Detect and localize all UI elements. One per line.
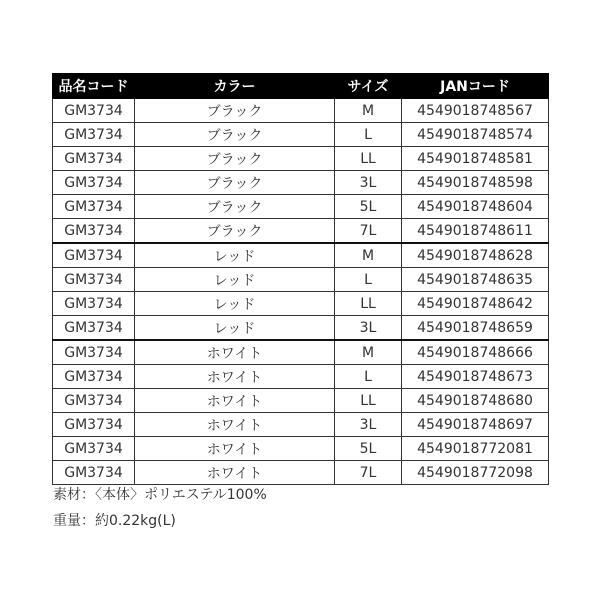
cell-size: M [335,99,402,123]
table-row [53,316,549,341]
cell-product-code: GM3734 [53,437,135,461]
cell-color: レッド [135,292,335,316]
table-body [53,99,549,485]
cell-size: 7L [335,219,402,244]
cell-color: ブラック [135,99,335,123]
table-header-row [53,74,549,99]
cell-color: ブラック [135,147,335,171]
weight-note: 重量：約0.22kg(L) [53,513,176,529]
cell-product-code: GM3734 [53,99,135,123]
header-color: カラー [135,74,335,99]
table-row [53,147,549,171]
cell-jan-code: 4549018748673 [402,365,549,389]
cell-color: ブラック [135,171,335,195]
cell-jan-code: 4549018748604 [402,195,549,219]
cell-color: ホワイト [135,413,335,437]
cell-product-code: GM3734 [53,292,135,316]
cell-product-code: GM3734 [53,195,135,219]
cell-color: レッド [135,243,335,268]
cell-product-code: GM3734 [53,123,135,147]
table-row [53,219,549,244]
table-row [53,461,549,485]
cell-color: ホワイト [135,365,335,389]
cell-jan-code: 4549018748598 [402,171,549,195]
cell-size: L [335,123,402,147]
cell-product-code: GM3734 [53,413,135,437]
cell-size: LL [335,389,402,413]
cell-product-code: GM3734 [53,389,135,413]
cell-product-code: GM3734 [53,365,135,389]
cell-jan-code: 4549018748697 [402,413,549,437]
cell-color: ホワイト [135,340,335,365]
cell-jan-code: 4549018748659 [402,316,549,341]
table-row [53,268,549,292]
cell-jan-code: 4549018748611 [402,219,549,244]
cell-product-code: GM3734 [53,461,135,485]
table-row [53,413,549,437]
cell-size: 5L [335,195,402,219]
table-row [53,292,549,316]
product-spec-table [52,73,549,485]
table-row [53,340,549,365]
cell-color: ブラック [135,195,335,219]
cell-product-code: GM3734 [53,171,135,195]
header-jan-code: JANコード [402,74,549,99]
cell-size: M [335,340,402,365]
cell-color: ブラック [135,123,335,147]
table-row [53,437,549,461]
cell-color: ホワイト [135,389,335,413]
material-note: 素材：〈本体〉ポリエステル100% [53,487,267,503]
cell-size: LL [335,292,402,316]
table-row [53,195,549,219]
header-size: サイズ [335,74,402,99]
cell-color: レッド [135,316,335,341]
cell-size: L [335,268,402,292]
cell-jan-code: 4549018748567 [402,99,549,123]
cell-size: 3L [335,171,402,195]
cell-size: 3L [335,316,402,341]
cell-color: ホワイト [135,461,335,485]
cell-jan-code: 4549018772081 [402,437,549,461]
table-row [53,171,549,195]
table-row [53,389,549,413]
cell-jan-code: 4549018748581 [402,147,549,171]
cell-jan-code: 4549018748628 [402,243,549,268]
cell-product-code: GM3734 [53,243,135,268]
cell-size: M [335,243,402,268]
table-row [53,123,549,147]
cell-product-code: GM3734 [53,147,135,171]
cell-size: LL [335,147,402,171]
cell-product-code: GM3734 [53,340,135,365]
cell-size: 7L [335,461,402,485]
cell-jan-code: 4549018748666 [402,340,549,365]
cell-product-code: GM3734 [53,316,135,341]
cell-product-code: GM3734 [53,219,135,244]
cell-color: レッド [135,268,335,292]
table-row [53,365,549,389]
cell-jan-code: 4549018748574 [402,123,549,147]
header-product-code: 品名コード [53,74,135,99]
cell-color: ホワイト [135,437,335,461]
cell-product-code: GM3734 [53,268,135,292]
cell-size: 3L [335,413,402,437]
cell-size: 5L [335,437,402,461]
cell-size: L [335,365,402,389]
cell-color: ブラック [135,219,335,244]
table-row [53,243,549,268]
cell-jan-code: 4549018748642 [402,292,549,316]
cell-jan-code: 4549018748680 [402,389,549,413]
table-row [53,99,549,123]
cell-jan-code: 4549018772098 [402,461,549,485]
cell-jan-code: 4549018748635 [402,268,549,292]
